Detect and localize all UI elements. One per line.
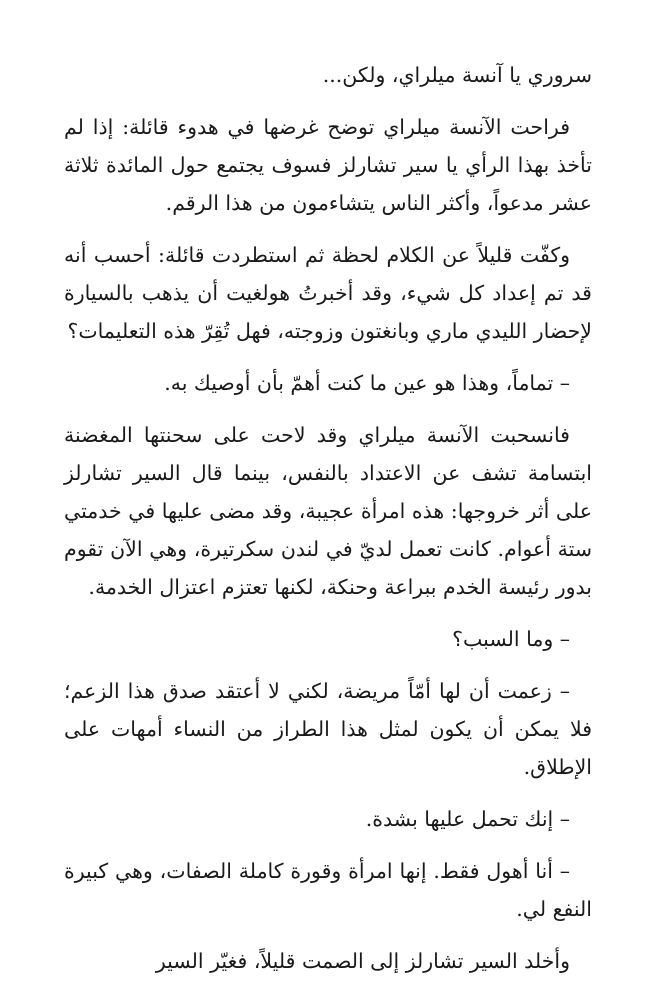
book-page [64,56,592,980]
paragraph-10: وأخلد السير تشارلز إلى الصمت قليلاً، فغيّر السير [155,949,570,973]
paragraph-7: – زعمت أن لها أمّاً مريضة، لكني لا أعتقد صدق هذا الزعم؛ فلا يمكن أن يكون لمثل هذا الطراز من النساء أمهات على الإطلاق. [64,679,592,779]
paragraph-9: – أنا أهول فقط. إنها امرأة وقورة كاملة الصفات، وهي كبيرة النفع لي. [64,859,592,921]
paragraph-3: وكفّت قليلاً عن الكلام لحظة ثم استطردت قائلة: أحسب أنه قد تم إعداد كل شيء، وقد أخبرتُ هولغيت أن يذهب بالسيارة لإحضار الليدي ماري وبانغتون وزوجته، فهل تُقِرّ هذه التعليمات؟ [64,243,592,343]
paragraph-1: سروري يا آنسة ميلراي، ولكن... [322,63,592,87]
paragraph-5: فانسحبت الآنسة ميلراي وقد لاحت على سحنتها المغضنة ابتسامة تشف عن الاعتداد بالنفس، بينما قال السير تشارلز على أثر خروجها: هذه امرأة عجيبة، وقد مضى عليها في خدمتي ستة أعوام. كانت تعمل لديّ في لندن سكرتيرة، وهي الآن تقوم بدور رئيسة الخدم ببراعة وحنكة، لكنها تعتزم اعتزال الخدمة. [64,423,592,599]
paragraph-4: – تماماً، وهذا هو عين ما كنت أهمّ بأن أوصيك به. [164,371,570,395]
paragraph-8: – إنك تحمل عليها بشدة. [365,807,570,831]
paragraph-2: فراحت الآنسة ميلراي توضح غرضها في هدوء قائلة: إذا لم تأخذ بهذا الرأي يا سير تشارلز فسوف يجتمع حول المائدة ثلاثة عشر مدعواً، وأكثر الناس يتشاءمون من هذا الرقم. [64,115,592,215]
paragraph-6: – وما السبب؟ [452,627,570,651]
